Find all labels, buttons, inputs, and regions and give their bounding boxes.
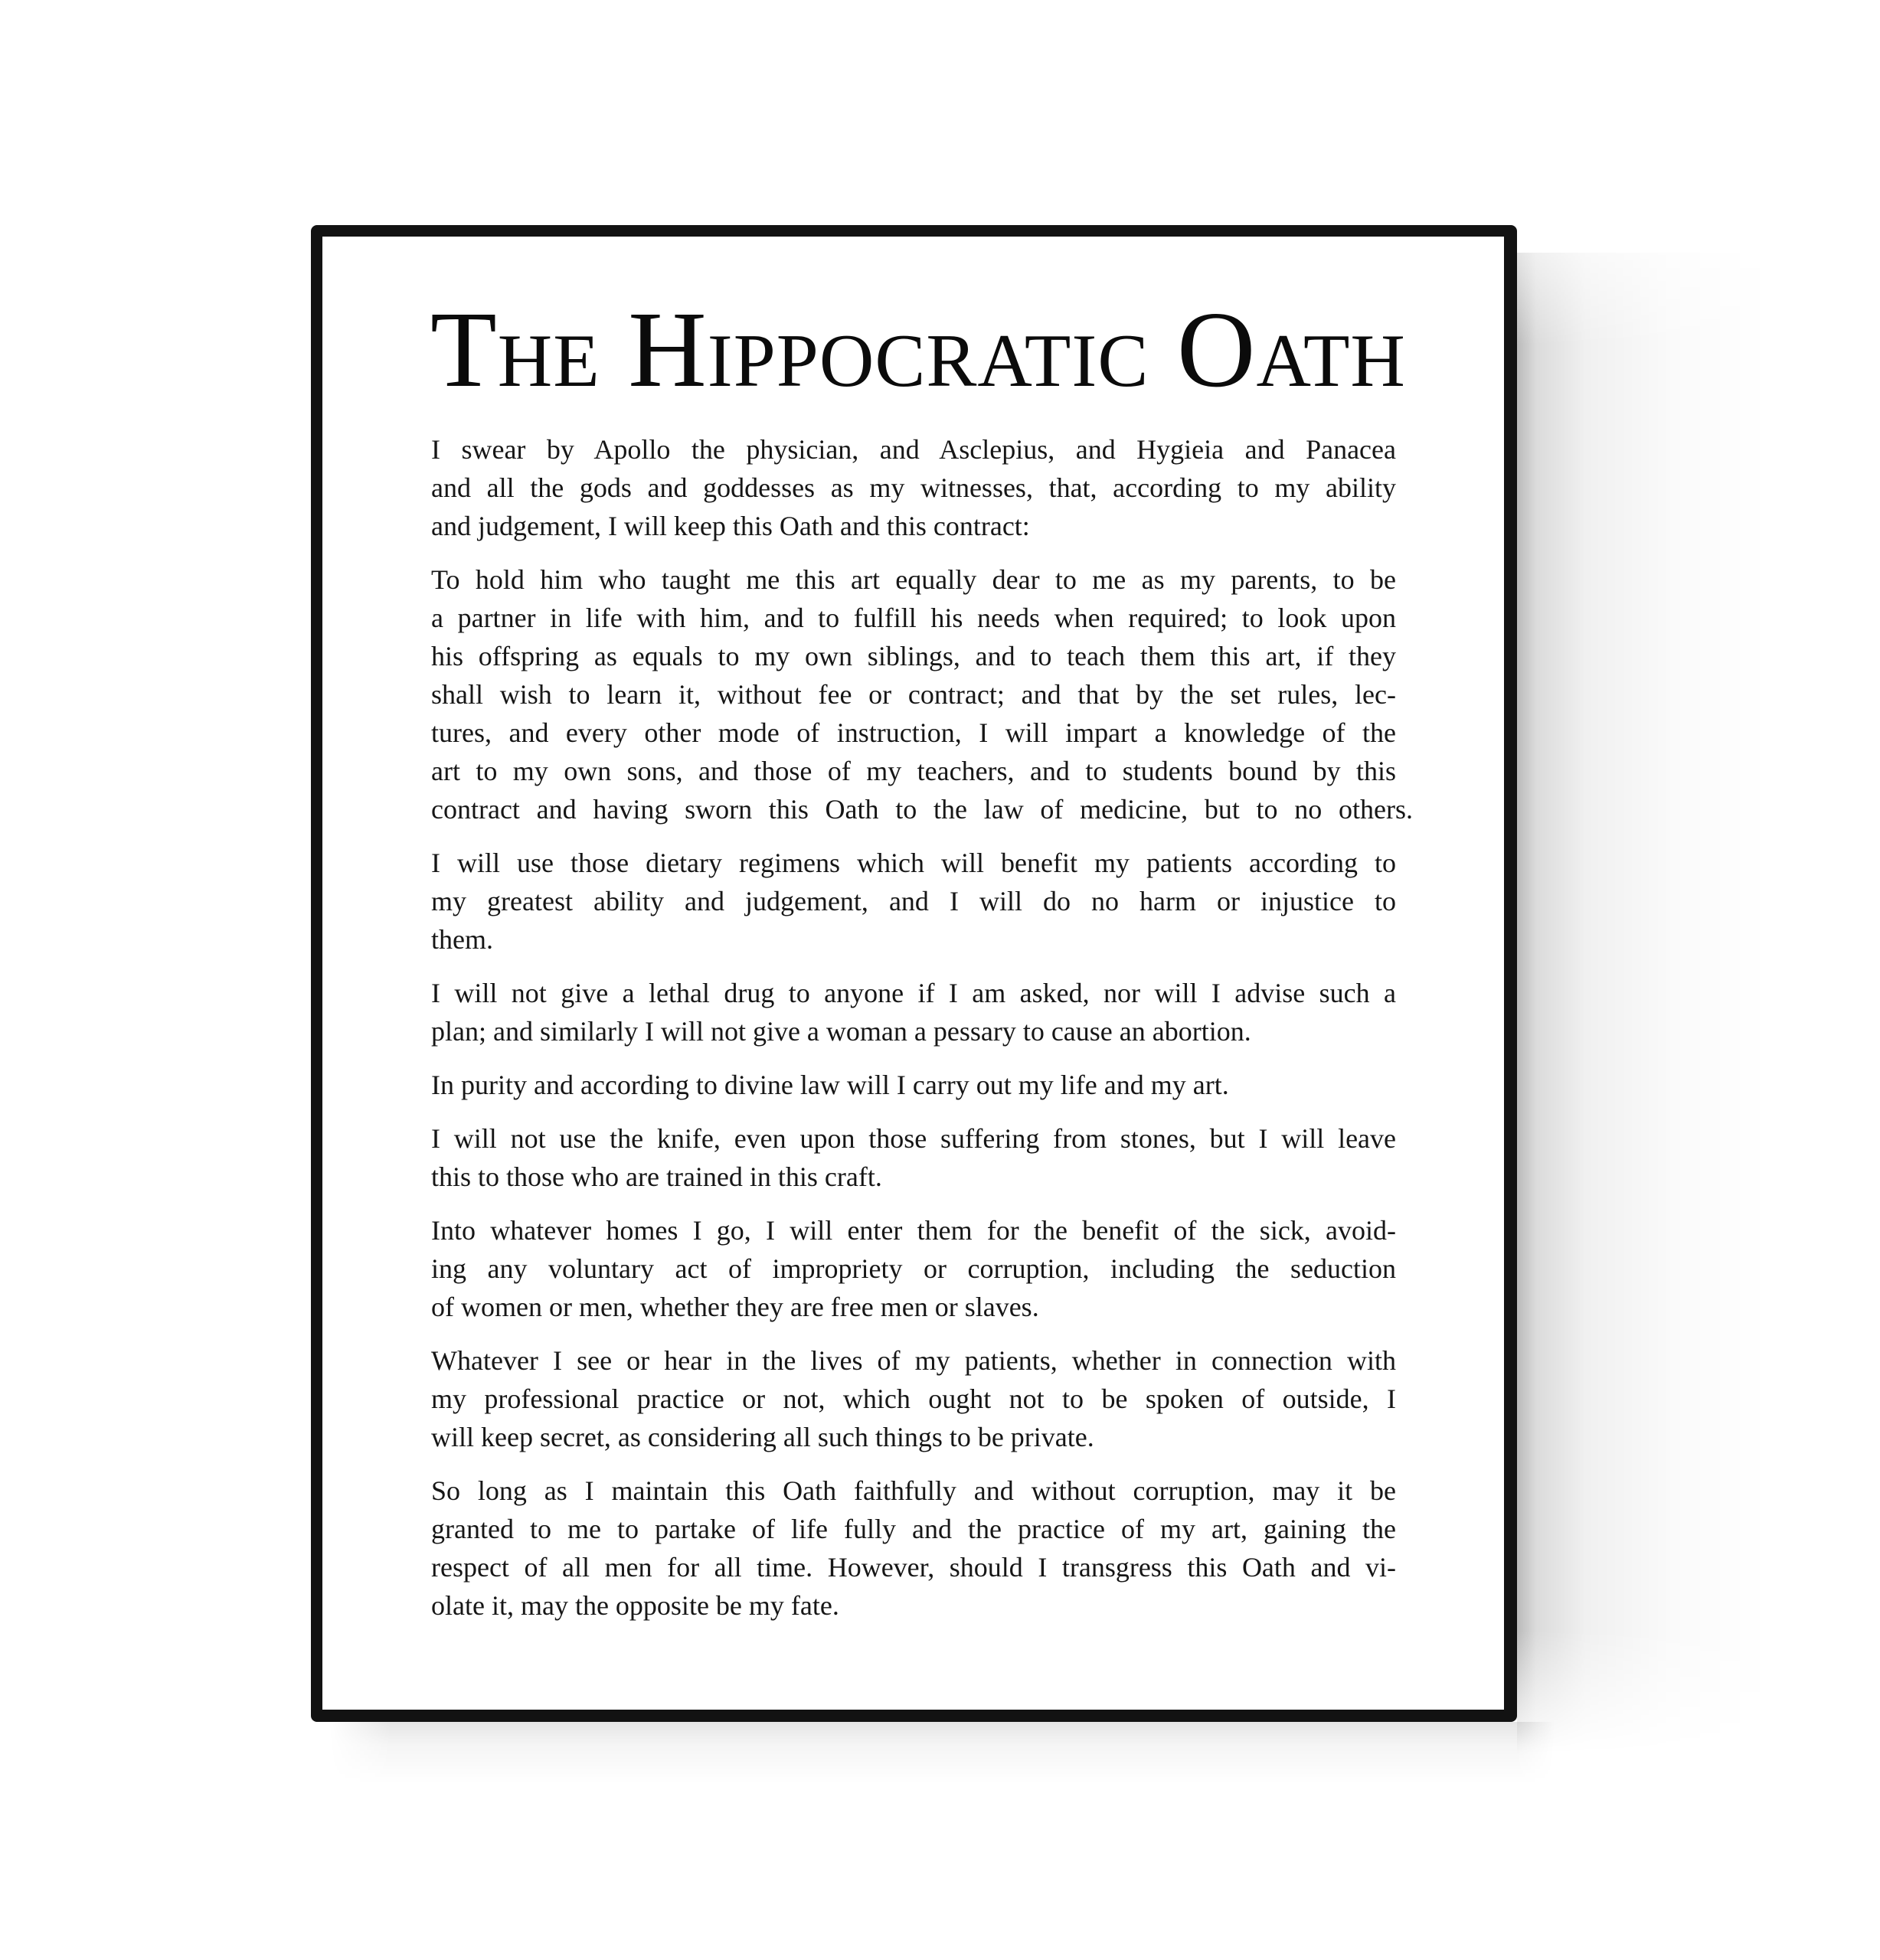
text-line: his offspring as equals to my own siblings, and to teach them this art, if they xyxy=(431,641,1396,671)
paragraph-knife xyxy=(431,1119,1396,1196)
text-line: them. xyxy=(431,924,493,955)
paragraph-confidentiality xyxy=(431,1341,1396,1456)
text-line: I swear by Apollo the physician, and Asclepius, and Hygieia and Panacea xyxy=(431,434,1396,465)
text-line: this to those who are trained in this craft. xyxy=(431,1161,882,1192)
frame-shadow-right xyxy=(1517,253,1770,1753)
text-line: Into whatever homes I go, I will enter them for the benefit of the sick, avoid- xyxy=(431,1215,1396,1246)
text-line: In purity and according to divine law will I carry out my life and my art. xyxy=(431,1070,1229,1100)
text-line: To hold him who taught me this art equally dear to me as my parents, to be xyxy=(431,564,1396,595)
text-line: contract and having sworn this Oath to the law of medicine, but to no others. xyxy=(431,794,1413,825)
text-line: tures, and every other mode of instruction, I will impart a knowledge of the xyxy=(431,717,1396,748)
oath-body xyxy=(431,430,1413,1640)
text-line: and judgement, I will keep this Oath and this contract: xyxy=(431,511,1030,541)
text-line: and all the gods and goddesses as my witnesses, that, according to my ability xyxy=(431,472,1396,503)
text-line: granted to me to partake of life fully and the practice of my art, gaining the xyxy=(431,1514,1396,1544)
paragraph-regimens xyxy=(431,844,1396,959)
text-line: respect of all men for all time. However, should I transgress this Oath and vi- xyxy=(431,1552,1396,1583)
paragraph-invocation xyxy=(431,430,1396,545)
text-line: my professional practice or not, which ought not to be spoken of outside, I xyxy=(431,1383,1396,1414)
text-line: shall wish to learn it, without fee or contract; and that by the set rules, lec- xyxy=(431,679,1396,710)
paragraph-conclusion xyxy=(431,1472,1396,1625)
text-line: art to my own sons, and those of my teachers, and to students bound by this xyxy=(431,756,1396,786)
text-line: olate it, may the opposite be my fate. xyxy=(431,1590,839,1621)
paragraph-lethal-drug xyxy=(431,974,1396,1050)
paragraph-purity xyxy=(431,1066,1396,1104)
text-line: I will use those dietary regimens which will benefit my patients according to xyxy=(431,848,1396,878)
text-line: of women or men, whether they are free men or slaves. xyxy=(431,1292,1039,1322)
frame-shadow-bottom xyxy=(329,1722,1555,1783)
text-line: my greatest ability and judgement, and I will do no harm or injustice to xyxy=(431,886,1396,916)
text-line: I will not use the knife, even upon those suffering from stones, but I will leave xyxy=(431,1123,1396,1154)
text-line: ing any voluntary act of impropriety or corruption, including the seduction xyxy=(431,1253,1396,1284)
paragraph-teacher xyxy=(431,560,1413,828)
poster-title: The Hippocratic Oath xyxy=(430,289,1406,410)
paragraph-homes xyxy=(431,1211,1396,1326)
text-line: a partner in life with him, and to fulfill his needs when required; to look upon xyxy=(431,603,1396,633)
text-line: Whatever I see or hear in the lives of my patients, whether in connection with xyxy=(431,1345,1396,1376)
text-line: plan; and similarly I will not give a woman a pessary to cause an abortion. xyxy=(431,1016,1251,1047)
text-line: I will not give a lethal drug to anyone if I am asked, nor will I advise such a xyxy=(431,978,1396,1008)
text-line: So long as I maintain this Oath faithfully and without corruption, may it be xyxy=(431,1475,1396,1506)
text-line: will keep secret, as considering all such things to be private. xyxy=(431,1422,1094,1452)
